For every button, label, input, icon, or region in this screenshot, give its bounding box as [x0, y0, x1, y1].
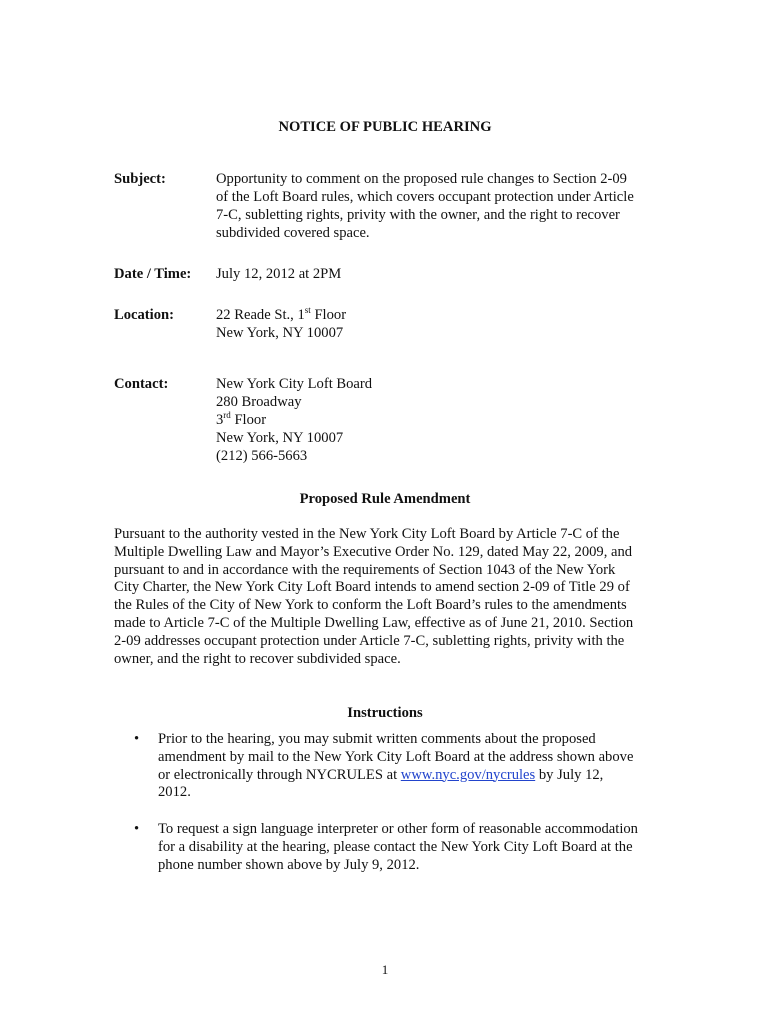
document-title: NOTICE OF PUBLIC HEARING: [278, 119, 492, 135]
instructions-heading: Instructions: [347, 705, 423, 721]
bullet-icon: •: [134, 821, 140, 837]
contact-line: 280 Broadway: [216, 394, 302, 410]
amendment-heading: Proposed Rule Amendment: [299, 491, 471, 507]
paragraph-line: owner, and the right to recover subdivided space.: [114, 650, 401, 667]
paragraph-line: the Rules of the City of New York to conform the Loft Board’s rules to the amendments: [114, 597, 627, 614]
contact-line: New York, NY 10007: [216, 430, 344, 446]
contact-line: New York City Loft Board: [216, 376, 373, 392]
paragraph-line: pursuant to and in accordance with the requirements of Section 1043 of the New York: [114, 561, 616, 578]
paragraph-line: made to Article 7-C of the Multiple Dwelling Law, effective as of June 21, 2010. Section: [114, 614, 634, 631]
paragraph-line: City Charter, the New York City Loft Board intends to amend section 2-09 of Title 29 of: [114, 579, 630, 596]
subject-line: 7-C, subletting rights, privity with the owner, and the right to recover: [216, 207, 620, 223]
location-value: [216, 306, 656, 342]
subject-label: Subject:: [114, 171, 166, 187]
instruction-text: To request a sign language interpreter or other form of reasonable accommodation for a disability at the hearing, please contact the New York City Loft Board at the phone number shown above by July 9, 2012.: [158, 821, 638, 873]
bullet-icon: •: [134, 731, 140, 747]
contact-label: Contact:: [114, 376, 169, 392]
location-line: New York, NY 10007: [216, 325, 344, 341]
subject-line: of the Loft Board rules, which covers occupant protection under Article: [216, 189, 634, 205]
contact-line: 3rd Floor: [216, 410, 267, 428]
location-line: 22 Reade St., 1st Floor: [216, 305, 347, 323]
instruction-text: Prior to the hearing, you may submit written comments about the proposed amendment by mail to the New York City Loft Board at the address shown above or electronically through NYCRULES at www.nyc.gov/nycrules by July 12, 2012.: [158, 731, 634, 801]
page-number: 1: [381, 962, 389, 977]
nycrules-link[interactable]: www.nyc.gov/nycrules: [400, 766, 536, 783]
amendment-paragraph: [114, 526, 659, 668]
paragraph-line: Multiple Dwelling Law and Mayor’s Executive Order No. 129, dated May 22, 2009, and: [114, 543, 633, 560]
paragraph-line: Pursuant to the authority vested in the New York City Loft Board by Article 7-C of the: [114, 526, 620, 542]
subject-line: subdivided covered space.: [216, 225, 370, 241]
contact-line: (212) 566-5663: [216, 448, 308, 464]
location-label: Location:: [114, 307, 174, 323]
contact-value: [216, 375, 656, 465]
date-time-value: July 12, 2012 at 2PM: [216, 266, 342, 282]
paragraph-line: 2-09 addresses occupant protection under Article 7-C, subletting rights, privity with the: [114, 632, 625, 649]
date-time-label: Date / Time:: [114, 266, 192, 282]
subject-value: [216, 170, 656, 242]
subject-line: Opportunity to comment on the proposed rule changes to Section 2-09: [216, 171, 627, 187]
